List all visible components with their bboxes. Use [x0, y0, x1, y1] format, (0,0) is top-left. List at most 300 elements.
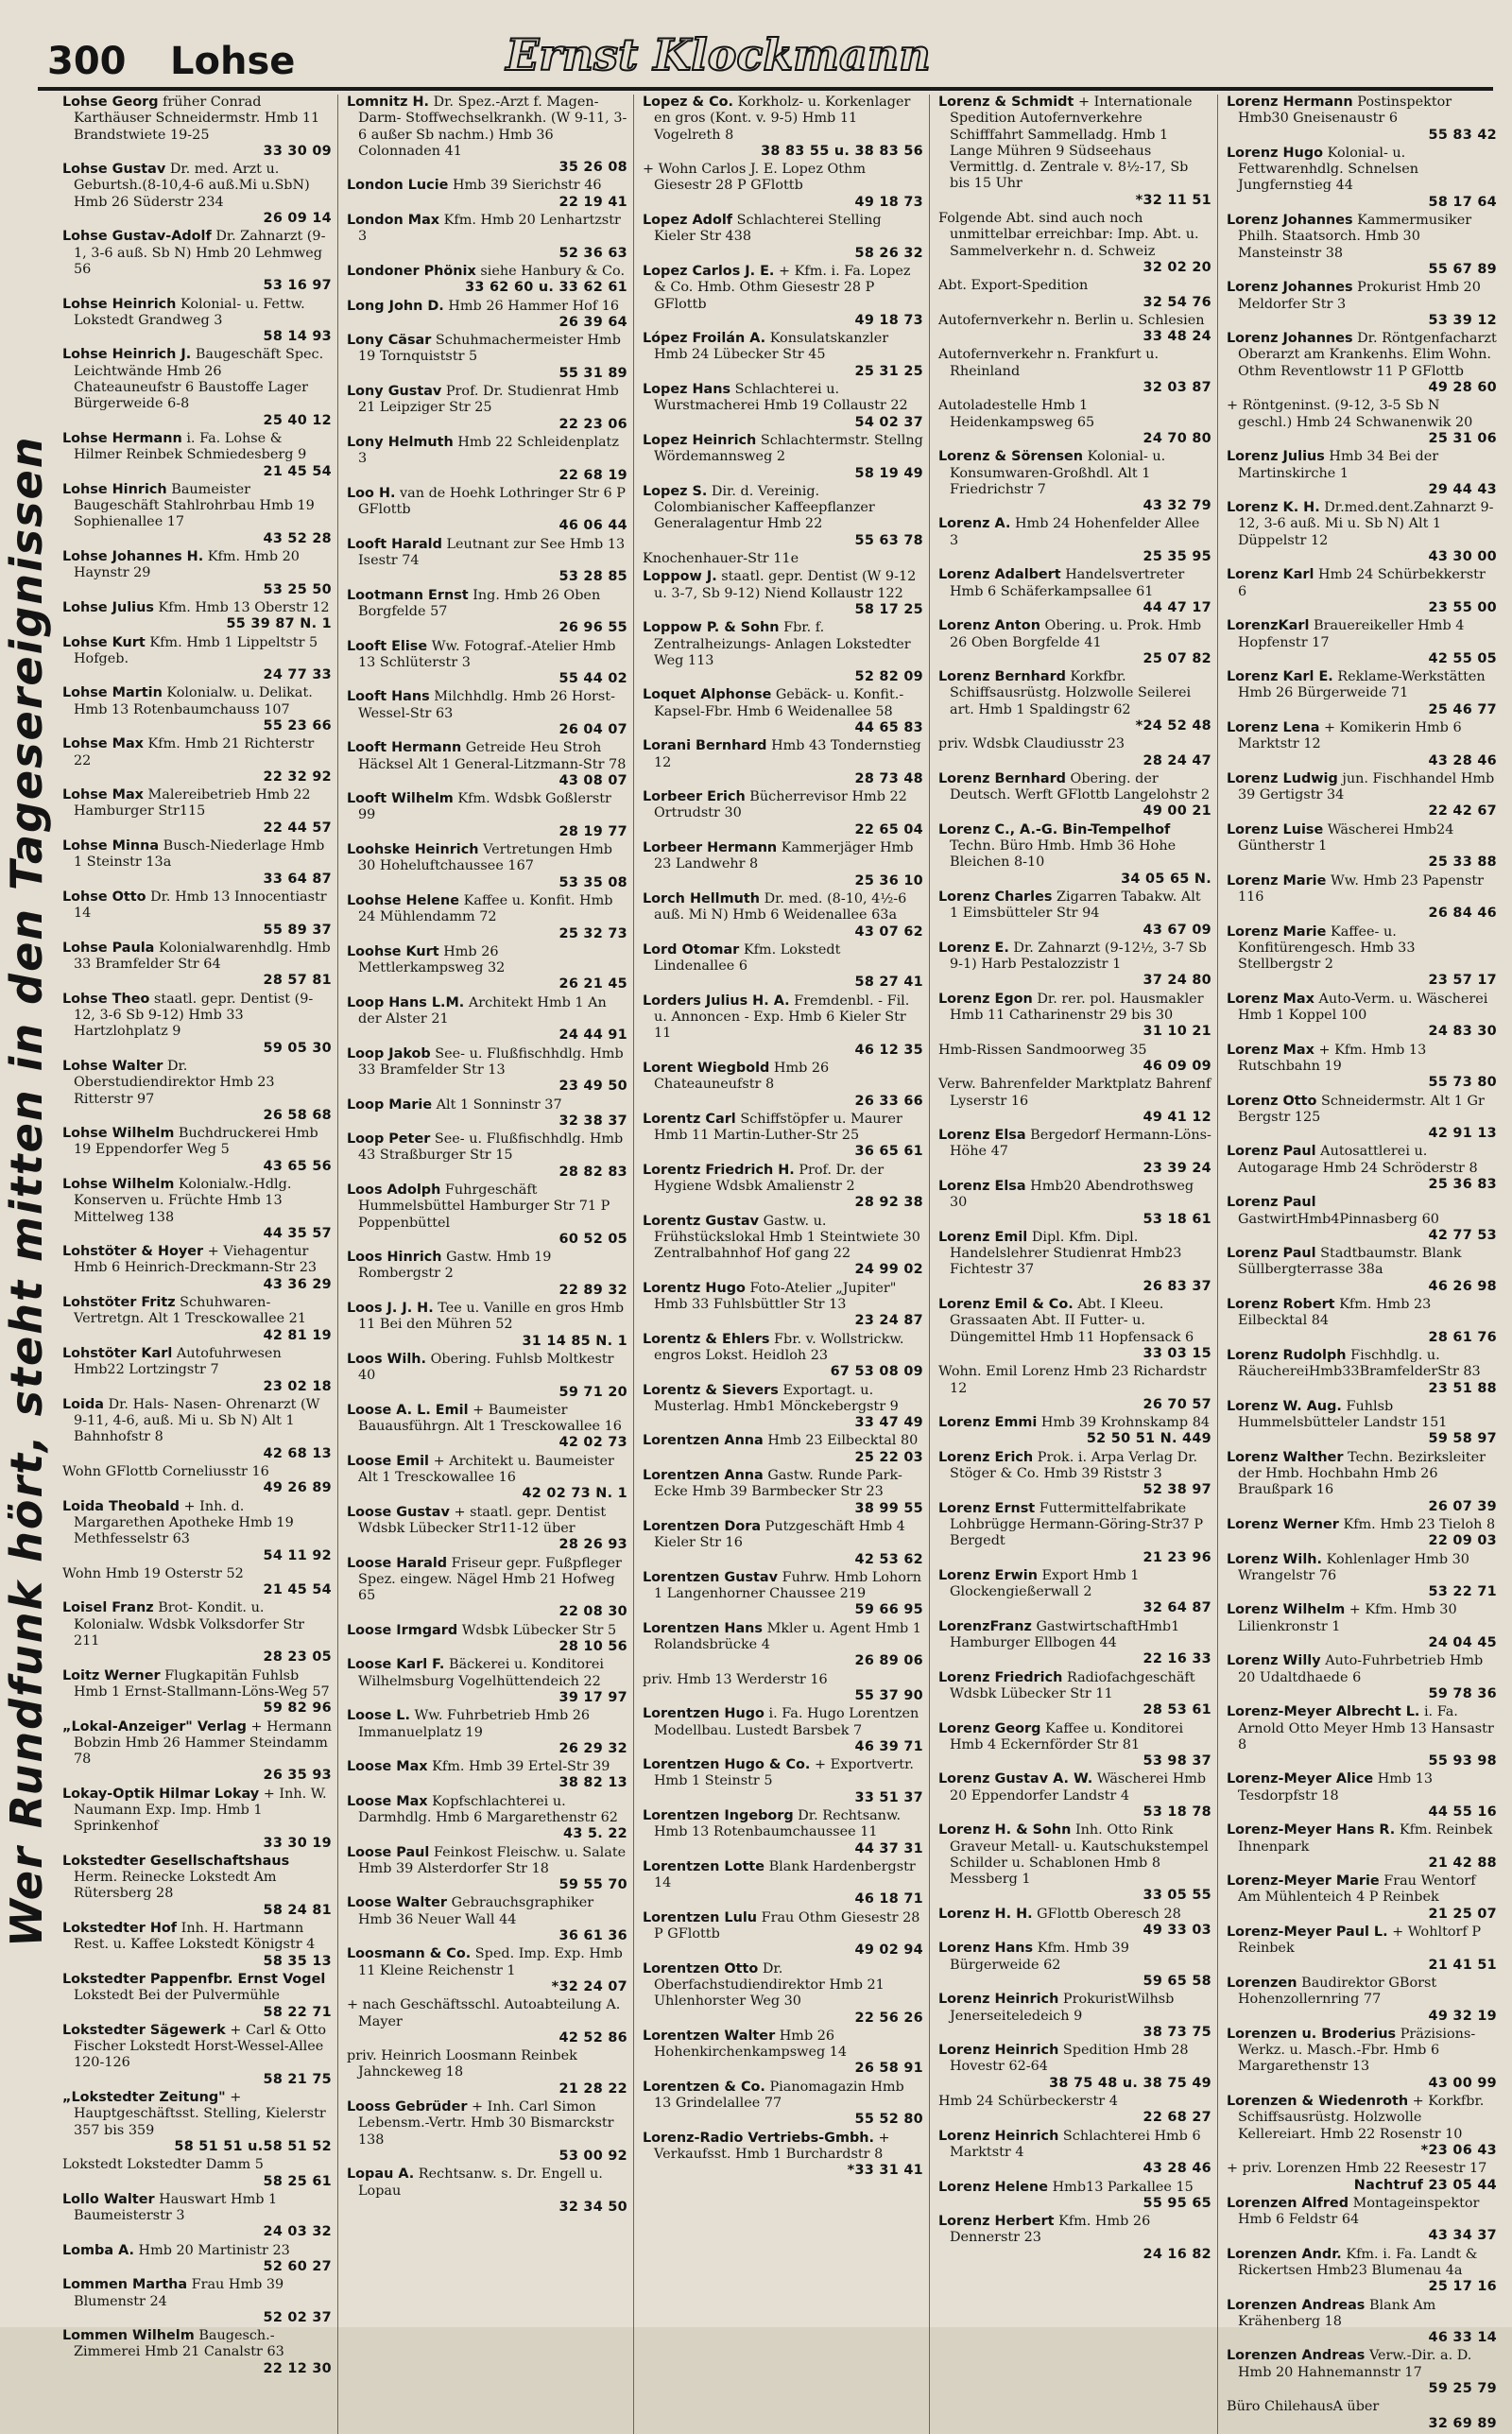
entry-details: Hauswart Hmb 1 Baumeisterstr 3: [74, 2191, 278, 2224]
entry-phone: 33 30 19: [263, 1835, 332, 1851]
entry-name: Lorentz Friedrich H.: [643, 1162, 795, 1178]
directory-entry: [1227, 1602, 1497, 1651]
directory-entry: [62, 2328, 332, 2377]
entry-details: GFlottb Oberesch 28: [1037, 1906, 1181, 1922]
entry-phone: 53 18 61: [1143, 1211, 1211, 1227]
directory-entry: [938, 1907, 1211, 1940]
entry-phone: 24 83 30: [1428, 1024, 1497, 1040]
entry-phone: 46 12 35: [854, 1042, 923, 1058]
entry-details: Wdsbk Lübecker Str 5: [461, 1622, 617, 1638]
entry-name: Londoner Phönix: [347, 263, 476, 279]
directory-entry: [643, 942, 923, 992]
entry-phone: 22 09 03: [1428, 1533, 1497, 1549]
entry-details: Schuhmachermeister Hmb 19 Tornquiststr 5: [358, 333, 621, 365]
directory-entry: [643, 1859, 923, 1908]
entry-phone: 58 14 93: [263, 329, 332, 345]
directory-entry: [1227, 331, 1497, 396]
entry-name: Lorenz Anton: [938, 618, 1040, 634]
entry-details: Kfm. Hmb 26 Dennerstr 23: [950, 2214, 1151, 2246]
entry-details: Verw. Bahrenfelder Marktplatz Bahrenf Lyserstr 16: [938, 1077, 1211, 1109]
entry-details: Auto-Verm. u. Wäscherei Hmb 1 Koppel 100: [1238, 991, 1488, 1024]
entry-name: Looss Gebrüder: [347, 2099, 468, 2115]
entry-name: Lomnitz H.: [347, 95, 430, 110]
entry-phone: 25 33 88: [1428, 854, 1497, 871]
entry-name: Loose Max: [347, 1793, 428, 1809]
entry-phone: 33 48 24: [1143, 329, 1211, 345]
entry-phone: 24 04 45: [1428, 1635, 1497, 1651]
entry-phone: 25 36 83: [1428, 1177, 1497, 1192]
entry-phone: 26 21 45: [558, 976, 627, 993]
entry-name: Lorenz Robert: [1227, 1297, 1335, 1313]
directory-entry: [62, 2243, 332, 2276]
entry-name: Lorenz Gustav A. W.: [938, 1771, 1093, 1787]
entry-details: siehe Hanbury & Co.: [480, 263, 626, 279]
directory-column-3: [637, 95, 930, 2434]
entry-name: Loquet Alphonse: [643, 687, 772, 703]
entry-name: Lorenz Erich: [938, 1449, 1034, 1465]
entry-name: Lopez & Co.: [643, 95, 733, 110]
entry-phone: 43 28 46: [1143, 2161, 1211, 2177]
directory-entry: [347, 893, 627, 942]
entry-details: Fbr. v. Wollstrickw. engros Lokst. Heidloh 23: [654, 1331, 904, 1363]
entry-name: London Max: [347, 213, 440, 229]
entry-phone: 46 09 09: [1143, 1058, 1211, 1074]
directory-entry: [938, 669, 1211, 734]
entry-name: Loop Marie: [347, 1096, 433, 1113]
entry-details: Blank Am Krähenberg 18: [1238, 2297, 1436, 2329]
entry-details: Kfm. Reinbek Ihnenpark: [1238, 1822, 1493, 1855]
entry-details: Folgende Abt. sind auch noch unmittelbar erreichbar: Imp. Abt. u. Sammelverkehr n. d. Schweiz: [938, 211, 1199, 259]
advertiser-logo-text: Ernst Klockmann: [506, 29, 931, 80]
entry-phone: 25 22 03: [854, 1449, 923, 1465]
directory-entry: [1227, 1399, 1497, 1448]
entry-phone: 54 02 37: [854, 414, 923, 430]
entry-phone: 28 24 47: [1143, 752, 1211, 768]
entry-name: Lorders Julius H. A.: [643, 993, 790, 1009]
entry-name: Lorenz Max: [1227, 1042, 1314, 1058]
directory-entry: [938, 618, 1211, 667]
entry-phone: 22 44 57: [263, 820, 332, 836]
entry-name: Loop Hans L.M.: [347, 994, 465, 1010]
entry-details: Fuhrgeschäft Hummelsbüttel Hamburger Str 71 P Poppenbüttel: [358, 1182, 610, 1231]
directory-entry: [643, 620, 923, 685]
directory-entry: [62, 1566, 332, 1599]
entry-name: Lony Helmuth: [347, 434, 454, 450]
directory-entry: [643, 1112, 923, 1161]
entry-phone: 55 52 80: [854, 2112, 923, 2128]
entry-phone: 24 77 33: [263, 667, 332, 683]
entry-name: Lohse Heinrich J.: [62, 347, 192, 363]
entry-details: Friseur gepr. Fußpfleger Spez. eingew. Nägel Hmb 21 Hofweg 65: [358, 1555, 622, 1604]
directory-entry: [62, 1346, 332, 1395]
entry-details: Hmb 20 Martinistr 23: [138, 2242, 290, 2258]
directory-entry: [938, 771, 1211, 820]
entry-details: Dr.med.dent.Zahnarzt 9-12, 3-6 auß. Mi u. Sb N) Alt 1 Düppelstr 12: [1238, 500, 1494, 548]
directory-entry: [62, 1499, 332, 1564]
entry-phone: 59 58 97: [1428, 1431, 1497, 1447]
directory-entry: [347, 384, 627, 433]
entry-phone: 43 5. 22: [563, 1826, 627, 1842]
directory-entry: [1227, 1552, 1497, 1601]
entry-phone: 28 23 05: [263, 1649, 332, 1666]
entry-phone: *33 31 41: [847, 2163, 923, 2179]
directory-entry: [62, 2023, 332, 2088]
entry-phone: 52 02 37: [263, 2309, 332, 2325]
entry-name: Lorentzen Hugo & Co.: [643, 1757, 811, 1773]
entry-details: Autoladestelle Hmb 1 Heidenkampsweg 65: [938, 398, 1095, 430]
entry-details: Büro ChilehausA über: [1227, 2399, 1380, 2415]
entry-details: + Wohltorf P Reinbek: [1238, 1925, 1481, 1957]
entry-details: Gastw. Runde Park-Ecke Hmb 39 Barmbecker Str 23: [654, 1468, 902, 1500]
entry-name: Lokstedter Hof: [62, 1921, 178, 1937]
entry-details: Dr. Oberfachstudiendirektor Hmb 21 Uhlenhorster Weg 30: [654, 1960, 885, 2010]
entry-name: Lommen Martha: [62, 2277, 188, 2293]
entry-name: Loida: [62, 1396, 105, 1412]
directory-entry: [643, 484, 923, 549]
entry-phone: 43 36 29: [263, 1276, 332, 1292]
entry-details: Präzisions-Werkz. u. Masch.-Fbr. Hmb 6 Margarethenstr 13: [1238, 2026, 1476, 2075]
entry-details: Exportagt. u. Musterlag. Hmb1 Mönckebergstr 9: [654, 1382, 899, 1414]
page-number: 300: [47, 40, 127, 83]
entry-details: Ww. Fotograf.-Atelier Hmb 13 Schlüterstr 3: [358, 638, 616, 670]
entry-phone: 28 53 61: [1143, 1702, 1211, 1718]
entry-phone: 55 63 78: [854, 532, 923, 548]
entry-phone: 31 14 85 N. 1: [522, 1333, 627, 1349]
entry-phone: 55 44 02: [558, 671, 627, 687]
entry-phone: 58 25 61: [263, 2173, 332, 2189]
directory-entry: [938, 1364, 1211, 1413]
entry-details: Feinkost Fleischw. u. Salate Hmb 39 Alsterdorfer Str 18: [358, 1844, 627, 1876]
entry-name: Lohse Hermann: [62, 430, 182, 446]
entry-phone: 28 92 38: [854, 1195, 923, 1211]
running-head: Lohse: [170, 40, 296, 83]
entry-name: Loose L.: [347, 1708, 410, 1724]
directory-entry: [62, 600, 332, 633]
entry-name: Lorenz Heinrich: [938, 1992, 1059, 2008]
entry-name: Lohse Gustav-Adolf: [62, 229, 212, 245]
directory-entry: [62, 1244, 332, 1293]
directory-entry: [1227, 1873, 1497, 1923]
entry-phone: 25 36 10: [854, 872, 923, 889]
directory-entry: [347, 264, 627, 297]
directory-entry: [643, 1433, 923, 1466]
entry-details: + Röntgeninst. (9-12, 3-5 Sb N geschl.) Hmb 24 Schwanenwik 20: [1227, 398, 1473, 430]
entry-phone: 22 68 27: [1143, 2110, 1211, 2126]
directory-entry: [347, 1403, 627, 1452]
entry-name: Lorenz Walther: [1227, 1449, 1344, 1465]
entry-details: Stadtbaumstr. Blank Süllbergterrasse 38a: [1238, 1246, 1462, 1278]
entry-phone: 33 47 49: [854, 1415, 923, 1431]
entry-name: Loose A. L. Emil: [347, 1402, 469, 1418]
entry-name: Lommen Wilhelm: [62, 2328, 195, 2344]
entry-name: Lorenz Egon: [938, 991, 1033, 1007]
directory-entry: [347, 995, 627, 1044]
directory-entry: [938, 567, 1211, 616]
entry-details: + priv. Lorenzen Hmb 22 Reesestr 17: [1227, 2161, 1487, 2177]
entry-name: Lorenz Wilhelm: [1227, 1602, 1346, 1618]
directory-entry: [643, 1672, 923, 1705]
entry-name: Lorenz Paul: [1227, 1195, 1316, 1211]
entry-name: Lorenz H. H.: [938, 1906, 1033, 1922]
directory-entry: [62, 549, 332, 598]
entry-phone: 53 28 85: [558, 569, 627, 585]
entry-name: Loos Adolph: [347, 1182, 441, 1198]
entry-details: Export Hmb 1 Glockengießerwall 2: [950, 1567, 1140, 1600]
entry-name: Long John D.: [347, 298, 444, 314]
entry-phone: Nachtruf 23 05 44: [1353, 2177, 1497, 2193]
entry-details: Hmb-Rissen Sandmoorweg 35: [938, 1042, 1147, 1058]
entry-name: Loohse Helene: [347, 892, 460, 908]
entry-name: Lorenz Elsa: [938, 1128, 1026, 1144]
entry-details: + Exportvertr. Hmb 1 Steinstr 5: [654, 1757, 914, 1789]
entry-phone: 22 89 32: [558, 1282, 627, 1298]
entry-details: Prokurist Hmb 20 Meldorfer Str 3: [1238, 280, 1481, 312]
entry-name: Lorenz Hugo: [1227, 145, 1324, 161]
directory-entry: [62, 992, 332, 1057]
entry-details: + nach Geschäftsschl. Autoabteilung A. Mayer: [347, 1997, 621, 2029]
entry-details: i. Fa. Lohse & Hilmer Reinbek Schmiedesberg 9: [74, 430, 307, 463]
entry-details: Herm. Reinecke Lokstedt Am Rütersberg 28: [74, 1870, 277, 1902]
entry-phone: 38 99 55: [854, 1500, 923, 1516]
directory-entry: [347, 689, 627, 738]
entry-phone: 58 22 71: [263, 2004, 332, 2020]
entry-details: ProkuristWilhsb Jenerseiteledeich 9: [950, 1992, 1175, 2024]
entry-details: Gebrauchsgraphiker Hmb 36 Neuer Wall 44: [358, 1895, 594, 1927]
entry-phone: 25 17 16: [1428, 2279, 1497, 2295]
entry-name: „Lokstedter Zeitung": [62, 2090, 226, 2106]
directory-entry: [643, 569, 923, 618]
entry-name: Lorenz Lena: [1227, 719, 1320, 735]
entry-details: Kolonialw. u. Delikat. Hmb 13 Rotenbaumchauss 107: [74, 685, 313, 717]
entry-details: + Inh. W. Naumann Exp. Imp. Hmb 1 Sprinkenhof: [74, 1786, 327, 1835]
entry-details: Getreide Heu Stroh Häcksel Alt 1 General-Litzmann-Str 78: [358, 740, 627, 772]
entry-phone: 53 35 08: [558, 874, 627, 890]
entry-details: + Kfm. Hmb 13 Rutschbahn 19: [1238, 1042, 1427, 1074]
entry-name: Lorentzen Hugo: [643, 1706, 765, 1722]
entry-details: Bergedorf Hermann-Löns-Höhe 47: [950, 1128, 1211, 1160]
entry-details: Dipl. Kfm. Dipl. Handelslehrer Studienrat Hmb23 Fichtestr 37: [950, 1229, 1182, 1278]
entry-details: Malereibetrieb Hmb 22 Hamburger Str115: [74, 787, 311, 820]
directory-entry: [643, 1332, 923, 1381]
directory-entry: [643, 789, 923, 838]
entry-details: Wohn GFlottb Corneliusstr 16: [62, 1464, 269, 1480]
entry-name: Lohse Martin: [62, 685, 163, 701]
entry-name: Lorenz-Meyer Hans R.: [1227, 1822, 1396, 1838]
entry-details: Frau Hmb 39 Blumenstr 24: [74, 2277, 284, 2309]
directory-entry: [643, 1706, 923, 1755]
entry-phone: 38 73 75: [1143, 2024, 1211, 2040]
entry-name: Lorenz Bernhard: [938, 770, 1066, 786]
entry-details: Schlachterei Hmb 6 Marktstr 4: [950, 2128, 1201, 2160]
directory-entry: [62, 482, 332, 547]
directory-entry: [938, 1179, 1211, 1228]
entry-name: Lorenz K. H.: [1227, 500, 1320, 516]
entry-details: Baudirektor GBorst Hohenzollernring 77: [1238, 1975, 1437, 2008]
entry-name: Lorenz Herbert: [938, 2214, 1055, 2230]
entry-details: Kfm. Hmb 1 Lippeltstr 5 Hofgeb.: [74, 634, 318, 666]
entry-details: priv. Heinrich Loosmann Reinbek Jahnckeweg 18: [347, 2048, 577, 2080]
entry-details: Mkler u. Agent Hmb 1 Rolandsbrücke 4: [654, 1620, 921, 1653]
entry-phone: 33 30 09: [263, 143, 332, 159]
entry-name: Lorch Hellmuth: [643, 890, 760, 906]
entry-details: priv. Wdsbk Claudiusstr 23: [938, 736, 1125, 752]
entry-phone: 53 25 50: [263, 581, 332, 597]
directory-entry: [938, 1670, 1211, 1719]
entry-phone: 39 17 97: [558, 1689, 627, 1705]
entry-phone: 24 44 91: [558, 1027, 627, 1044]
directory-entry: [347, 1845, 627, 1894]
entry-phone: 24 70 80: [1143, 430, 1211, 446]
entry-phone: 21 45 54: [263, 1582, 332, 1598]
entry-phone: 24 03 32: [263, 2224, 332, 2240]
entry-details: Schneidermstr. Alt 1 Gr Bergstr 125: [1238, 1093, 1485, 1125]
entry-details: Hmb 43 Tondernstieg 12: [654, 738, 921, 770]
entry-details: See- u. Flußfischhdlg. Hmb 33 Bramfelder Str 13: [358, 1045, 624, 1078]
entry-phone: 59 25 79: [1428, 2381, 1497, 2397]
entry-phone: 52 36 63: [558, 245, 627, 261]
entry-name: Lorenzen u. Broderius: [1227, 2026, 1397, 2042]
entry-phone: 55 73 80: [1428, 1075, 1497, 1091]
entry-phone: 32 03 87: [1143, 380, 1211, 396]
entry-details: Hmb 22 Schleidenplatz 3: [358, 434, 619, 467]
entry-details: Hmb 26 Hammer Hof 16: [448, 298, 620, 314]
directory-entry: [62, 838, 332, 888]
directory-entry: [938, 1415, 1211, 1448]
directory-entry: [938, 1822, 1211, 1904]
entry-phone: 43 28 46: [1428, 752, 1497, 768]
entry-name: Lorani Bernhard: [643, 738, 767, 754]
entry-details: Obering. der Deutsch. Werft GFlottb Langelohstr 2: [950, 770, 1211, 803]
entry-name: Lollo Walter: [62, 2191, 155, 2207]
entry-details: Hmb 23 Eilbecktal 80: [767, 1433, 919, 1449]
entry-details: Kfm. Lokstedt Lindenallee 6: [654, 941, 841, 975]
directory-entry: [938, 822, 1211, 888]
directory-entry: [938, 1450, 1211, 1499]
entry-name: Lohse Otto: [62, 889, 146, 905]
entry-name: Lorenz Georg: [938, 1720, 1041, 1736]
entry-name: Lohstöter Karl: [62, 1345, 173, 1361]
entry-name: Loose Harald: [347, 1555, 448, 1571]
entry-details: Wäscherei Hmb24 Güntherstr 1: [1238, 821, 1454, 854]
entry-details: Bücherrevisor Hmb 22 Ortrudstr 30: [654, 789, 907, 821]
directory-entry: [1227, 2298, 1497, 2347]
entry-name: Lokstedter Pappenfbr. Ernst Vogel: [62, 1971, 326, 1987]
entry-phone: 43 08 07: [558, 772, 627, 788]
directory-entry: [347, 740, 627, 789]
entry-phone: 21 42 88: [1428, 1855, 1497, 1871]
entry-details: Kaffee u. Konditorei Hmb 4 Eckernförder Str 81: [950, 1720, 1184, 1752]
entry-name: Lorentz Hugo: [643, 1280, 746, 1296]
entry-phone: 53 98 37: [1143, 1753, 1211, 1769]
entry-phone: 55 23 66: [263, 717, 332, 734]
entry-details: Pianomagazin Hmb 13 Grindelallee 77: [654, 2079, 904, 2112]
entry-phone: 34 05 65 N.: [1121, 871, 1211, 887]
entry-details: + Kfm. i. Fa. Lopez & Co. Hmb. Othm Giesestr 28 P GFlottb: [654, 263, 911, 312]
entry-name: Lorenz Bernhard: [938, 669, 1066, 685]
directory-entry: [347, 299, 627, 332]
entry-name: Lord Otomar: [643, 941, 740, 958]
directory-entry: [1227, 1297, 1497, 1346]
entry-phone: 35 26 08: [558, 160, 627, 176]
directory-entry: [643, 1519, 923, 1568]
entry-details: Wohn Hmb 19 Osterstr 52: [62, 1565, 244, 1581]
entry-phone: 38 82 13: [558, 1775, 627, 1791]
entry-name: Lony Gustav: [347, 384, 442, 400]
directory-entry: [347, 95, 627, 176]
entry-details: Wäscherei Hmb 20 Eppendorfer Landstr 4: [950, 1771, 1207, 1804]
entry-details: priv. Hmb 13 Werderstr 16: [643, 1671, 828, 1687]
entry-name: Loose Karl F.: [347, 1657, 445, 1673]
entry-name: Lorentzen Lulu: [643, 1909, 758, 1925]
entry-phone: 38 83 55 u. 38 83 56: [761, 143, 923, 159]
directory-entry: [347, 2048, 627, 2097]
entry-name: Lorenz Marie: [1227, 924, 1327, 940]
directory-entry: [62, 1719, 332, 1785]
entry-phone: 33 64 87: [263, 871, 332, 887]
directory-entry: [938, 2129, 1211, 2178]
entry-phone: 55 37 90: [854, 1687, 923, 1703]
entry-name: Loisel Franz: [62, 1600, 154, 1616]
entry-details: Prok. i. Arpa Verlag Dr. Stöger & Co. Hmb 39 Riststr 3: [950, 1449, 1198, 1482]
directory-entry: [347, 213, 627, 262]
directory-entry: [347, 1556, 627, 1621]
entry-phone: 28 26 93: [558, 1537, 627, 1553]
entry-details: + Wohn Carlos J. E. Lopez Othm Giesestr 28 P GFlottb: [643, 162, 866, 194]
entry-phone: 26 89 06: [854, 1653, 923, 1669]
directory-entry: [643, 687, 923, 736]
entry-name: Lorenzen Alfred: [1227, 2195, 1349, 2211]
entry-details: + Korkfbr. Schiffsausrüstg. Holzwolle Kellereiart. Hmb 22 Rosenstr 10: [1238, 2094, 1485, 2142]
directory-entry: [643, 162, 923, 211]
entry-name: Lomba A.: [62, 2242, 134, 2258]
entry-phone: 58 27 41: [854, 975, 923, 991]
entry-details: Buchdruckerei Hmb 19 Eppendorfer Weg 5: [74, 1126, 318, 1158]
entry-details: Milchhdlg. Hmb 26 Horst-Wessel-Str 63: [358, 689, 615, 721]
entry-details: Zigarren Tabakw. Alt 1 Eimsbütteler Str 94: [950, 889, 1201, 922]
directory-column-4: [933, 95, 1218, 2434]
entry-phone: 29 44 43: [1428, 481, 1497, 497]
directory-entry: [347, 1708, 627, 1757]
directory-entry: [1227, 822, 1497, 872]
entry-phone: 22 23 06: [558, 416, 627, 432]
directory-entry: [938, 889, 1211, 939]
entry-details: Lokstedt Bei der Pulvermühle: [74, 1988, 281, 2004]
entry-name: Lorenz Johannes: [1227, 280, 1353, 296]
entry-name: Lorentzen Dora: [643, 1518, 762, 1534]
entry-details: Hmb 26 Chateauneufstr 8: [654, 1060, 830, 1093]
entry-details: Spedition Hmb 28 Hovestr 62-64: [950, 2043, 1189, 2075]
entry-name: LorenzFranz: [938, 1618, 1032, 1634]
entry-phone: 55 83 42: [1428, 127, 1497, 143]
entry-name: Lorenz Willy: [1227, 1653, 1321, 1669]
entry-phone: 26 09 14: [263, 211, 332, 227]
entry-phone: 43 07 62: [854, 924, 923, 940]
entry-name: Lorentz Carl: [643, 1111, 736, 1127]
directory-entry: [1227, 1246, 1497, 1295]
entry-details: früher Conrad Karthäuser Schneidermstr. Hmb 11 Brandstwiete 19-25: [74, 95, 320, 143]
entry-phone: 42 77 53: [1428, 1227, 1497, 1243]
directory-entry: [1227, 95, 1497, 144]
entry-name: Lorentzen Lotte: [643, 1858, 765, 1874]
entry-details: Kammerjäger Hmb 23 Landwehr 8: [654, 840, 914, 872]
entry-details: Schlachterei Stelling Kieler Str 438: [654, 213, 882, 245]
entry-phone: 26 96 55: [558, 620, 627, 636]
directory-entry: [347, 1131, 627, 1181]
entry-details: Obering. Fuhlsb Moltkestr 40: [358, 1351, 614, 1384]
directory-entry: [643, 1757, 923, 1806]
entry-details: Dr. Spez.-Arzt f. Magen- Darm- Stoffwechselkrankh. (W 9-11, 3-6 außer Sb nachm.) Hmb 36 Colonnaden 41: [358, 95, 627, 159]
entry-details: Kfm. Hmb 20 Lenhartzstr 3: [358, 213, 621, 245]
